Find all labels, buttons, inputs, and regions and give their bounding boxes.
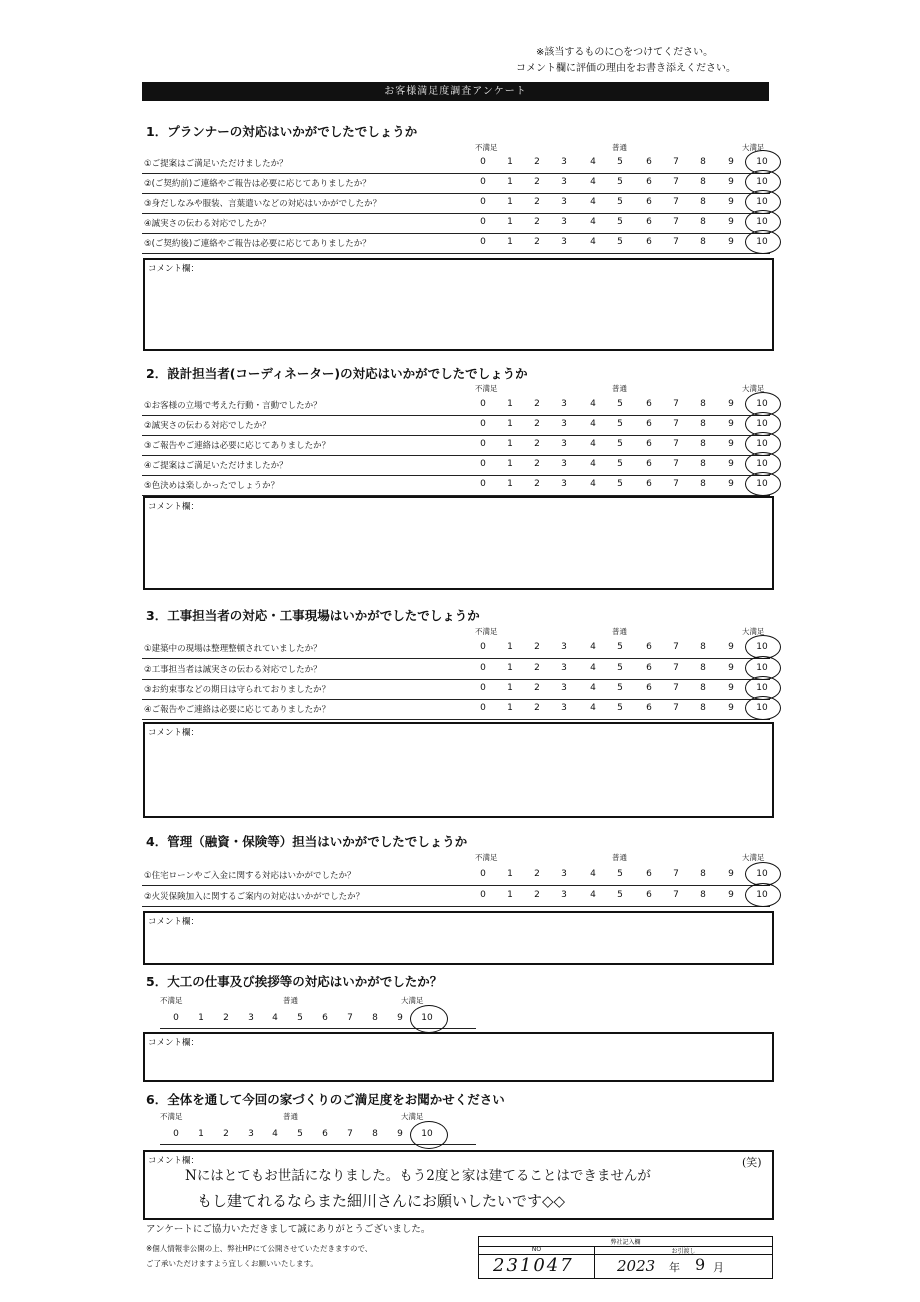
- rating-option-6[interactable]: 6: [646, 217, 652, 227]
- question-row: [142, 396, 770, 416]
- survey-title: お客様満足度調査アンケート: [142, 82, 769, 101]
- scale-low-label: 不満足: [475, 384, 498, 393]
- rating-option-9[interactable]: 9: [728, 157, 734, 167]
- rating-option-8[interactable]: 8: [700, 683, 706, 693]
- scale-low-label: 不満足: [475, 853, 498, 862]
- rating-option-10[interactable]: 10: [756, 439, 768, 449]
- rating-option-1[interactable]: 1: [198, 1129, 204, 1139]
- scale-low-label: 不満足: [475, 627, 498, 636]
- rating-option-8[interactable]: 8: [700, 869, 706, 879]
- question-row: [142, 436, 770, 456]
- rating-option-0[interactable]: 0: [480, 890, 486, 900]
- rating-option-5[interactable]: 5: [617, 642, 623, 652]
- rating-option-6[interactable]: 6: [322, 1013, 328, 1023]
- scale-mid-label: 普通: [283, 1112, 298, 1121]
- rating-option-4[interactable]: 4: [590, 419, 596, 429]
- selected-rating-circle: [745, 696, 781, 720]
- question-text: ②火災保険加入に関するご案内の対応はいかがでしたか？: [144, 892, 365, 902]
- question-text: ①お客様の立場で考えた行動・言動でしたか？: [144, 401, 322, 411]
- rating-option-9[interactable]: 9: [728, 217, 734, 227]
- office-use-header: 弊社記入欄: [479, 1237, 772, 1247]
- rating-option-5[interactable]: 5: [617, 683, 623, 693]
- rating-option-3[interactable]: 3: [561, 663, 567, 673]
- rating-option-10[interactable]: 10: [756, 890, 768, 900]
- privacy-note-2: ご了承いただけますよう宜しくお願いいたします。: [146, 1259, 318, 1268]
- comment-label: コメント欄：: [148, 728, 200, 738]
- rating-option-10[interactable]: 10: [756, 419, 768, 429]
- rating-option-6[interactable]: 6: [322, 1129, 328, 1139]
- question-row: [142, 700, 770, 720]
- rating-option-9[interactable]: 9: [728, 683, 734, 693]
- instruction-comment-note: コメント欄に評価の理由をお書き添えください。: [516, 63, 736, 74]
- question-text: ②誠実さの伝わる対応でしたか？: [144, 421, 271, 431]
- rating-option-3[interactable]: 3: [561, 399, 567, 409]
- question-row: [142, 660, 770, 680]
- rating-option-10[interactable]: 10: [756, 157, 768, 167]
- rating-option-6[interactable]: 6: [646, 663, 652, 673]
- section-4-comment-box[interactable]: [143, 911, 774, 965]
- rating-option-2[interactable]: 2: [534, 157, 540, 167]
- rating-option-9[interactable]: 9: [728, 237, 734, 247]
- year-unit: 年: [669, 1261, 680, 1274]
- rating-option-9[interactable]: 9: [728, 703, 734, 713]
- selected-rating-circle: [410, 1121, 448, 1149]
- question-row: [142, 476, 770, 496]
- section-1-title: 1．プランナーの対応はいかがでしたでしょうか: [146, 124, 418, 139]
- rating-option-1[interactable]: 1: [507, 157, 513, 167]
- rating-option-4[interactable]: 4: [590, 479, 596, 489]
- no-value: 231047: [493, 1255, 574, 1276]
- rating-option-7[interactable]: 7: [673, 459, 679, 469]
- rating-option-5[interactable]: 5: [617, 217, 623, 227]
- rating-option-9[interactable]: 9: [728, 439, 734, 449]
- rating-option-10[interactable]: 10: [756, 663, 768, 673]
- rating-option-5[interactable]: 5: [297, 1013, 303, 1023]
- rating-option-1[interactable]: 1: [507, 479, 513, 489]
- rating-option-0[interactable]: 0: [480, 177, 486, 187]
- section-6-comment-box[interactable]: [143, 1150, 774, 1220]
- rating-option-6[interactable]: 6: [646, 399, 652, 409]
- rating-option-6[interactable]: 6: [646, 890, 652, 900]
- question-row: [142, 680, 770, 700]
- rating-option-3[interactable]: 3: [561, 703, 567, 713]
- scale-mid-label: 普通: [612, 384, 627, 393]
- rating-option-1[interactable]: 1: [507, 177, 513, 187]
- rating-option-8[interactable]: 8: [700, 663, 706, 673]
- rating-option-7[interactable]: 7: [673, 683, 679, 693]
- rating-option-7[interactable]: 7: [673, 869, 679, 879]
- comment-label: コメント欄：: [148, 264, 200, 274]
- rating-option-6[interactable]: 6: [646, 683, 652, 693]
- section-5-title: 5．大工の仕事及び挨拶等の対応はいかがでしたか？: [146, 974, 443, 989]
- section-2-title: 2．設計担当者(コーディネーター)の対応はいかがでしたでしょうか: [146, 366, 528, 381]
- question-text: ③ご報告やご連絡は必要に応じてありましたか？: [144, 441, 331, 451]
- question-text: ⑤色決めは楽しかったでしょうか？: [144, 481, 280, 491]
- rating-option-0[interactable]: 0: [480, 237, 486, 247]
- rating-option-1[interactable]: 1: [507, 683, 513, 693]
- scale-high-label: 大満足: [742, 384, 765, 393]
- rating-option-10[interactable]: 10: [756, 237, 768, 247]
- selected-rating-circle: [745, 472, 781, 496]
- rating-option-5[interactable]: 5: [617, 439, 623, 449]
- section-1-comment-box[interactable]: [143, 258, 774, 351]
- rating-option-10[interactable]: 10: [756, 479, 768, 489]
- question-row: [142, 866, 770, 886]
- rating-option-4[interactable]: 4: [272, 1013, 278, 1023]
- question-text: ②(ご契約前)ご連絡やご報告は必要に応じてありましたか？: [144, 179, 371, 189]
- rating-option-7[interactable]: 7: [673, 419, 679, 429]
- rating-option-2[interactable]: 2: [534, 419, 540, 429]
- section-3-comment-box[interactable]: [143, 722, 774, 818]
- rating-option-7[interactable]: 7: [347, 1129, 353, 1139]
- rating-option-8[interactable]: 8: [700, 237, 706, 247]
- rating-option-5[interactable]: 5: [617, 177, 623, 187]
- rating-option-5[interactable]: 5: [617, 479, 623, 489]
- scale-high-label: 大満足: [742, 143, 765, 152]
- rating-option-2[interactable]: 2: [223, 1129, 229, 1139]
- rating-option-3[interactable]: 3: [561, 683, 567, 693]
- rating-option-6[interactable]: 6: [646, 157, 652, 167]
- rating-option-6[interactable]: 6: [646, 459, 652, 469]
- rating-option-0[interactable]: 0: [480, 419, 486, 429]
- rating-option-10[interactable]: 10: [756, 703, 768, 713]
- rating-option-0[interactable]: 0: [480, 869, 486, 879]
- rating-option-5[interactable]: 5: [297, 1129, 303, 1139]
- question-row: [142, 416, 770, 436]
- question-text: ④ご報告やご連絡は必要に応じてありましたか？: [144, 705, 331, 715]
- rating-option-2[interactable]: 2: [534, 642, 540, 652]
- rating-option-5[interactable]: 5: [617, 703, 623, 713]
- handover-header: お引渡し: [595, 1246, 772, 1255]
- rating-option-7[interactable]: 7: [673, 177, 679, 187]
- rating-option-7[interactable]: 7: [347, 1013, 353, 1023]
- rating-option-4[interactable]: 4: [272, 1129, 278, 1139]
- question-text: ③身だしなみや服装、言葉遣いなどの対応はいかがでしたか？: [144, 199, 382, 209]
- rating-option-8[interactable]: 8: [700, 479, 706, 489]
- rating-option-3[interactable]: 3: [561, 642, 567, 652]
- rating-option-6[interactable]: 6: [646, 419, 652, 429]
- rating-option-1[interactable]: 1: [507, 197, 513, 207]
- scale-mid-label: 普通: [612, 853, 627, 862]
- rating-option-8[interactable]: 8: [372, 1129, 378, 1139]
- rating-option-9[interactable]: 9: [728, 399, 734, 409]
- question-row: [142, 214, 770, 234]
- question-row: [142, 456, 770, 476]
- rating-option-5[interactable]: 5: [617, 890, 623, 900]
- year-value: 2023: [617, 1257, 656, 1275]
- rating-option-2[interactable]: 2: [534, 703, 540, 713]
- rating-option-10[interactable]: 10: [756, 197, 768, 207]
- scale-mid-label: 普通: [283, 996, 298, 1005]
- rating-option-4[interactable]: 4: [590, 217, 596, 227]
- rating-option-5[interactable]: 5: [617, 663, 623, 673]
- question-text: ④誠実さの伝わる対応でしたか？: [144, 219, 271, 229]
- rating-option-6[interactable]: 6: [646, 177, 652, 187]
- rating-option-10[interactable]: 10: [756, 459, 768, 469]
- rating-option-5[interactable]: 5: [617, 869, 623, 879]
- scale-low-label: 不満足: [160, 996, 183, 1005]
- rating-option-8[interactable]: 8: [372, 1013, 378, 1023]
- rating-option-2[interactable]: 2: [534, 399, 540, 409]
- section-2-comment-box[interactable]: [143, 496, 774, 590]
- instruction-circle-note: ※該当するものに○をつけてください。: [536, 47, 714, 58]
- comment-label: コメント欄：: [148, 1038, 200, 1048]
- rating-option-4[interactable]: 4: [590, 890, 596, 900]
- rating-option-10[interactable]: 10: [421, 1129, 433, 1139]
- rating-option-6[interactable]: 6: [646, 479, 652, 489]
- comment-label: コメント欄：: [148, 1156, 200, 1166]
- rating-option-9[interactable]: 9: [397, 1013, 403, 1023]
- rating-option-8[interactable]: 8: [700, 177, 706, 187]
- rating-option-9[interactable]: 9: [728, 890, 734, 900]
- rating-option-6[interactable]: 6: [646, 237, 652, 247]
- question-text: ④ご提案はご満足いただけましたか？: [144, 461, 288, 471]
- rating-option-0[interactable]: 0: [480, 217, 486, 227]
- rating-option-3[interactable]: 3: [561, 419, 567, 429]
- selected-rating-circle: [745, 883, 781, 907]
- rating-option-9[interactable]: 9: [728, 663, 734, 673]
- rating-option-0[interactable]: 0: [173, 1013, 179, 1023]
- rating-option-5[interactable]: 5: [617, 459, 623, 469]
- section-4-title: 4．管理（融資・保険等）担当はいかがでしたでしょうか: [146, 834, 468, 849]
- rating-option-0[interactable]: 0: [480, 197, 486, 207]
- rating-option-8[interactable]: 8: [700, 217, 706, 227]
- rating-option-7[interactable]: 7: [673, 703, 679, 713]
- selected-rating-circle: [745, 230, 781, 254]
- rating-option-7[interactable]: 7: [673, 157, 679, 167]
- rating-option-6[interactable]: 6: [646, 439, 652, 449]
- rating-option-1[interactable]: 1: [507, 399, 513, 409]
- office-use-table: [478, 1236, 773, 1279]
- rating-option-4[interactable]: 4: [590, 459, 596, 469]
- rating-option-1[interactable]: 1: [507, 890, 513, 900]
- rating-option-2[interactable]: 2: [534, 663, 540, 673]
- rating-option-3[interactable]: 3: [561, 479, 567, 489]
- rating-option-3[interactable]: 3: [561, 237, 567, 247]
- rating-option-5[interactable]: 5: [617, 419, 623, 429]
- question-row: [142, 154, 770, 174]
- rating-option-3[interactable]: 3: [561, 869, 567, 879]
- rating-option-1[interactable]: 1: [507, 419, 513, 429]
- rating-option-5[interactable]: 5: [617, 237, 623, 247]
- scale-high-label: 大満足: [401, 996, 424, 1005]
- rating-option-2[interactable]: 2: [223, 1013, 229, 1023]
- question-text: ③お約束事などの期日は守られておりましたか？: [144, 685, 331, 695]
- scale-low-label: 不満足: [160, 1112, 183, 1121]
- rating-option-2[interactable]: 2: [534, 197, 540, 207]
- rating-option-4[interactable]: 4: [590, 642, 596, 652]
- rating-option-9[interactable]: 9: [397, 1129, 403, 1139]
- rating-option-3[interactable]: 3: [561, 217, 567, 227]
- rating-option-7[interactable]: 7: [673, 217, 679, 227]
- rating-option-5[interactable]: 5: [617, 197, 623, 207]
- scale-high-label: 大満足: [742, 627, 765, 636]
- rating-option-0[interactable]: 0: [480, 663, 486, 673]
- month-value: 9: [695, 1255, 706, 1274]
- month-unit: 月: [713, 1261, 724, 1274]
- rating-option-5[interactable]: 5: [617, 157, 623, 167]
- rating-option-4[interactable]: 4: [590, 663, 596, 673]
- rating-option-1[interactable]: 1: [507, 217, 513, 227]
- rating-option-9[interactable]: 9: [728, 479, 734, 489]
- rating-option-1[interactable]: 1: [507, 869, 513, 879]
- rating-option-4[interactable]: 4: [590, 869, 596, 879]
- rating-option-9[interactable]: 9: [728, 642, 734, 652]
- rating-option-4[interactable]: 4: [590, 399, 596, 409]
- no-header: NO: [479, 1246, 595, 1255]
- rating-option-3[interactable]: 3: [561, 439, 567, 449]
- question-row: [142, 887, 770, 907]
- rating-option-6[interactable]: 6: [646, 869, 652, 879]
- scale-mid-label: 普通: [612, 627, 627, 636]
- rating-option-0[interactable]: 0: [480, 399, 486, 409]
- rating-option-1[interactable]: 1: [198, 1013, 204, 1023]
- rating-option-8[interactable]: 8: [700, 890, 706, 900]
- question-row: [142, 639, 770, 659]
- rating-option-4[interactable]: 4: [590, 237, 596, 247]
- rating-option-9[interactable]: 9: [728, 459, 734, 469]
- rating-option-3[interactable]: 3: [248, 1013, 254, 1023]
- rating-option-8[interactable]: 8: [700, 157, 706, 167]
- rating-option-1[interactable]: 1: [507, 703, 513, 713]
- rating-option-0[interactable]: 0: [480, 642, 486, 652]
- rating-option-7[interactable]: 7: [673, 237, 679, 247]
- rating-option-9[interactable]: 9: [728, 177, 734, 187]
- rating-option-4[interactable]: 4: [590, 177, 596, 187]
- comment-label: コメント欄：: [148, 917, 200, 927]
- section-5-comment-box[interactable]: [143, 1032, 774, 1082]
- rating-option-4[interactable]: 4: [590, 197, 596, 207]
- thanks-message: アンケートにご協力いただきまして誠にありがとうございました。: [146, 1224, 431, 1235]
- scale-high-label: 大満足: [742, 853, 765, 862]
- rating-option-3[interactable]: 3: [561, 197, 567, 207]
- rating-option-9[interactable]: 9: [728, 869, 734, 879]
- rating-option-2[interactable]: 2: [534, 177, 540, 187]
- rating-option-10[interactable]: 10: [756, 399, 768, 409]
- rating-option-8[interactable]: 8: [700, 197, 706, 207]
- rating-option-3[interactable]: 3: [561, 459, 567, 469]
- handwritten-comment-line2: もし建てれるならまた細川さんにお願いしたいです◇◇: [197, 1192, 566, 1210]
- rating-option-3[interactable]: 3: [561, 177, 567, 187]
- question-text: ⑤(ご契約後)ご連絡やご報告は必要に応じてありましたか？: [144, 239, 371, 249]
- rating-option-0[interactable]: 0: [480, 459, 486, 469]
- rating-option-3[interactable]: 3: [248, 1129, 254, 1139]
- rating-option-10[interactable]: 10: [421, 1013, 433, 1023]
- handwritten-comment-line1: Nにはとてもお世話になりました。もう2度と家は建てることはできませんが: [185, 1168, 651, 1184]
- rating-option-7[interactable]: 7: [673, 642, 679, 652]
- rating-option-10[interactable]: 10: [756, 869, 768, 879]
- section-6-title: 6．全体を通して今回の家づくりのご満足度をお聞かせください: [146, 1092, 505, 1107]
- rating-option-0[interactable]: 0: [480, 683, 486, 693]
- handwritten-laugh-note: (笑): [742, 1156, 762, 1169]
- question-row: [142, 194, 770, 214]
- question-row: [142, 174, 770, 194]
- rating-option-1[interactable]: 1: [507, 439, 513, 449]
- rating-option-2[interactable]: 2: [534, 890, 540, 900]
- rating-option-7[interactable]: 7: [673, 399, 679, 409]
- rating-option-4[interactable]: 4: [590, 703, 596, 713]
- rating-option-1[interactable]: 1: [507, 237, 513, 247]
- rating-option-8[interactable]: 8: [700, 703, 706, 713]
- rating-option-6[interactable]: 6: [646, 703, 652, 713]
- scale-low-label: 不満足: [475, 143, 498, 152]
- rating-option-7[interactable]: 7: [673, 663, 679, 673]
- rating-option-8[interactable]: 8: [700, 642, 706, 652]
- rating-option-7[interactable]: 7: [673, 479, 679, 489]
- rating-option-8[interactable]: 8: [700, 459, 706, 469]
- scale-high-label: 大満足: [401, 1112, 424, 1121]
- question-text: ①ご提案はご満足いただけましたか？: [144, 159, 288, 169]
- rating-option-9[interactable]: 9: [728, 419, 734, 429]
- rating-option-4[interactable]: 4: [590, 439, 596, 449]
- rating-option-4[interactable]: 4: [590, 157, 596, 167]
- rating-option-8[interactable]: 8: [700, 419, 706, 429]
- rating-option-10[interactable]: 10: [756, 642, 768, 652]
- rating-option-2[interactable]: 2: [534, 237, 540, 247]
- rating-option-2[interactable]: 2: [534, 217, 540, 227]
- rating-option-3[interactable]: 3: [561, 157, 567, 167]
- question-text: ①建築中の現場は整理整頓されていましたか？: [144, 644, 322, 654]
- rating-option-2[interactable]: 2: [534, 479, 540, 489]
- rating-option-7[interactable]: 7: [673, 890, 679, 900]
- question-row: [142, 234, 770, 254]
- rating-option-7[interactable]: 7: [673, 439, 679, 449]
- rating-option-0[interactable]: 0: [480, 703, 486, 713]
- rating-option-10[interactable]: 10: [756, 177, 768, 187]
- comment-label: コメント欄：: [148, 502, 200, 512]
- rating-option-2[interactable]: 2: [534, 869, 540, 879]
- rating-option-4[interactable]: 4: [590, 683, 596, 693]
- selected-rating-circle: [410, 1005, 448, 1033]
- section-3-title: 3．工事担当者の対応・工事現場はいかがでしたでしょうか: [146, 608, 480, 623]
- question-text: ②工事担当者は誠実さの伝わる対応でしたか？: [144, 665, 322, 675]
- rating-option-8[interactable]: 8: [700, 439, 706, 449]
- rating-option-10[interactable]: 10: [756, 683, 768, 693]
- rating-option-1[interactable]: 1: [507, 459, 513, 469]
- rating-option-8[interactable]: 8: [700, 399, 706, 409]
- rating-option-1[interactable]: 1: [507, 663, 513, 673]
- rating-option-1[interactable]: 1: [507, 642, 513, 652]
- scale-mid-label: 普通: [612, 143, 627, 152]
- rating-option-2[interactable]: 2: [534, 683, 540, 693]
- rating-option-0[interactable]: 0: [173, 1129, 179, 1139]
- rating-option-5[interactable]: 5: [617, 399, 623, 409]
- rating-option-10[interactable]: 10: [756, 217, 768, 227]
- rating-option-0[interactable]: 0: [480, 439, 486, 449]
- question-text: ①住宅ローンやご入金に関する対応はいかがでしたか？: [144, 871, 356, 881]
- privacy-note-1: ※個人情報非公開の上、弊社HPにて公開させていただきますので、: [146, 1244, 373, 1253]
- rating-option-7[interactable]: 7: [673, 197, 679, 207]
- rating-option-0[interactable]: 0: [480, 479, 486, 489]
- rating-option-2[interactable]: 2: [534, 459, 540, 469]
- rating-option-0[interactable]: 0: [480, 157, 486, 167]
- rating-option-6[interactable]: 6: [646, 197, 652, 207]
- rating-option-2[interactable]: 2: [534, 439, 540, 449]
- rating-option-3[interactable]: 3: [561, 890, 567, 900]
- rating-option-9[interactable]: 9: [728, 197, 734, 207]
- rating-option-6[interactable]: 6: [646, 642, 652, 652]
